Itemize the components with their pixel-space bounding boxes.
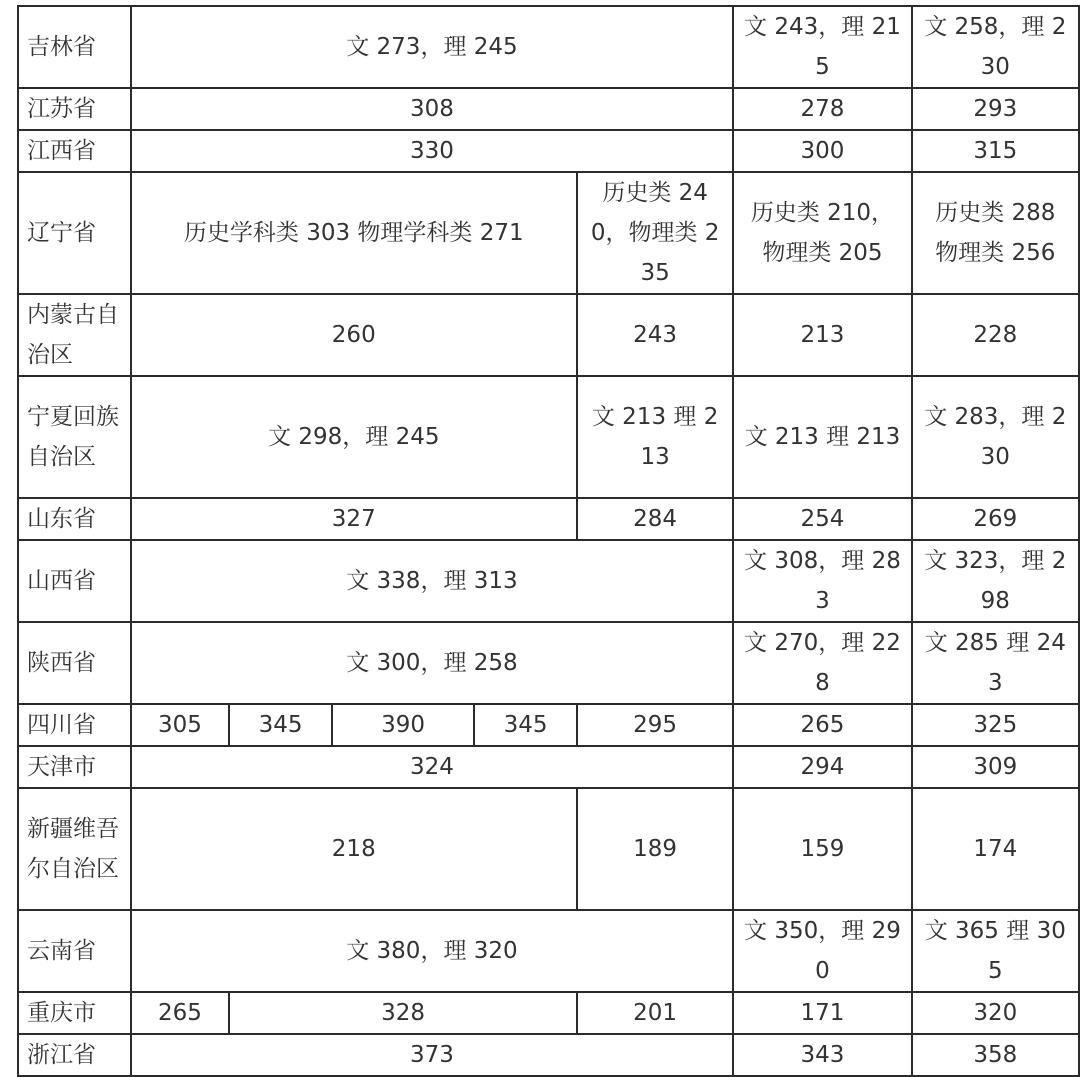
score-cell: 201 — [577, 992, 733, 1034]
score-cell: 文 270，理 228 — [733, 622, 911, 704]
cutoff-score-table — [17, 5, 1080, 1077]
score-cell: 345 — [229, 704, 332, 746]
score-cell: 159 — [733, 788, 911, 910]
table-row — [18, 88, 1079, 130]
table-row — [18, 376, 1079, 498]
score-cell: 343 — [733, 1034, 911, 1076]
score-cell: 文 323，理 298 — [912, 540, 1079, 622]
score-cell: 309 — [912, 746, 1079, 788]
province-cell: 重庆市 — [18, 992, 131, 1034]
score-cell: 文 213 理 213 — [733, 376, 911, 498]
score-cell: 189 — [577, 788, 733, 910]
score-cell: 历史类 240，物理类 235 — [577, 172, 733, 294]
score-cell: 243 — [577, 294, 733, 376]
score-cell: 324 — [131, 746, 734, 788]
province-cell: 内蒙古自治区 — [18, 294, 131, 376]
score-cell: 文 338，理 313 — [131, 540, 734, 622]
province-cell: 山东省 — [18, 498, 131, 540]
score-cell: 328 — [229, 992, 577, 1034]
score-cell: 文 380，理 320 — [131, 910, 734, 992]
score-cell: 315 — [912, 130, 1079, 172]
score-cell: 265 — [733, 704, 911, 746]
province-cell: 吉林省 — [18, 6, 131, 88]
table-row — [18, 910, 1079, 992]
province-cell: 新疆维吾尔自治区 — [18, 788, 131, 910]
score-cell: 295 — [577, 704, 733, 746]
province-cell: 江苏省 — [18, 88, 131, 130]
score-cell: 320 — [912, 992, 1079, 1034]
score-cell: 历史类 210，物理类 205 — [733, 172, 911, 294]
table-row — [18, 622, 1079, 704]
table-row — [18, 704, 1079, 746]
score-cell: 269 — [912, 498, 1079, 540]
table-row — [18, 992, 1079, 1034]
score-cell: 171 — [733, 992, 911, 1034]
score-cell: 358 — [912, 1034, 1079, 1076]
table-row — [18, 172, 1079, 294]
score-cell: 293 — [912, 88, 1079, 130]
score-cell: 文 273，理 245 — [131, 6, 734, 88]
table-row — [18, 1034, 1079, 1076]
score-cell: 284 — [577, 498, 733, 540]
score-cell: 228 — [912, 294, 1079, 376]
score-cell: 300 — [733, 130, 911, 172]
score-cell: 390 — [332, 704, 474, 746]
score-cell: 213 — [733, 294, 911, 376]
score-cell: 305 — [131, 704, 230, 746]
score-cell: 308 — [131, 88, 734, 130]
score-cell: 文 300，理 258 — [131, 622, 734, 704]
score-cell: 文 283，理 230 — [912, 376, 1079, 498]
score-cell: 330 — [131, 130, 734, 172]
score-cell: 历史学科类 303 物理学科类 271 — [131, 172, 577, 294]
score-cell: 文 213 理 213 — [577, 376, 733, 498]
score-cell: 历史类 288 物理类 256 — [912, 172, 1079, 294]
score-cell: 文 365 理 305 — [912, 910, 1079, 992]
score-cell: 265 — [131, 992, 230, 1034]
score-cell: 218 — [131, 788, 577, 910]
table-row — [18, 6, 1079, 88]
table-row — [18, 498, 1079, 540]
score-cell: 文 308，理 283 — [733, 540, 911, 622]
province-cell: 陕西省 — [18, 622, 131, 704]
score-cell: 345 — [474, 704, 577, 746]
score-cell: 文 285 理 243 — [912, 622, 1079, 704]
score-cell: 260 — [131, 294, 577, 376]
score-cell: 373 — [131, 1034, 734, 1076]
province-cell: 四川省 — [18, 704, 131, 746]
table-row — [18, 788, 1079, 910]
score-cell: 174 — [912, 788, 1079, 910]
score-cell: 文 350，理 290 — [733, 910, 911, 992]
province-cell: 山西省 — [18, 540, 131, 622]
province-cell: 宁夏回族自治区 — [18, 376, 131, 498]
province-cell: 浙江省 — [18, 1034, 131, 1076]
table-row — [18, 540, 1079, 622]
province-cell: 天津市 — [18, 746, 131, 788]
score-cell: 254 — [733, 498, 911, 540]
table-row — [18, 130, 1079, 172]
province-cell: 辽宁省 — [18, 172, 131, 294]
score-cell: 325 — [912, 704, 1079, 746]
province-cell: 云南省 — [18, 910, 131, 992]
score-cell: 278 — [733, 88, 911, 130]
province-cell: 江西省 — [18, 130, 131, 172]
score-cell: 文 258，理 230 — [912, 6, 1079, 88]
table-row — [18, 294, 1079, 376]
table-row — [18, 746, 1079, 788]
score-cell: 327 — [131, 498, 577, 540]
score-cell: 文 243，理 215 — [733, 6, 911, 88]
score-cell: 294 — [733, 746, 911, 788]
score-cell: 文 298，理 245 — [131, 376, 577, 498]
